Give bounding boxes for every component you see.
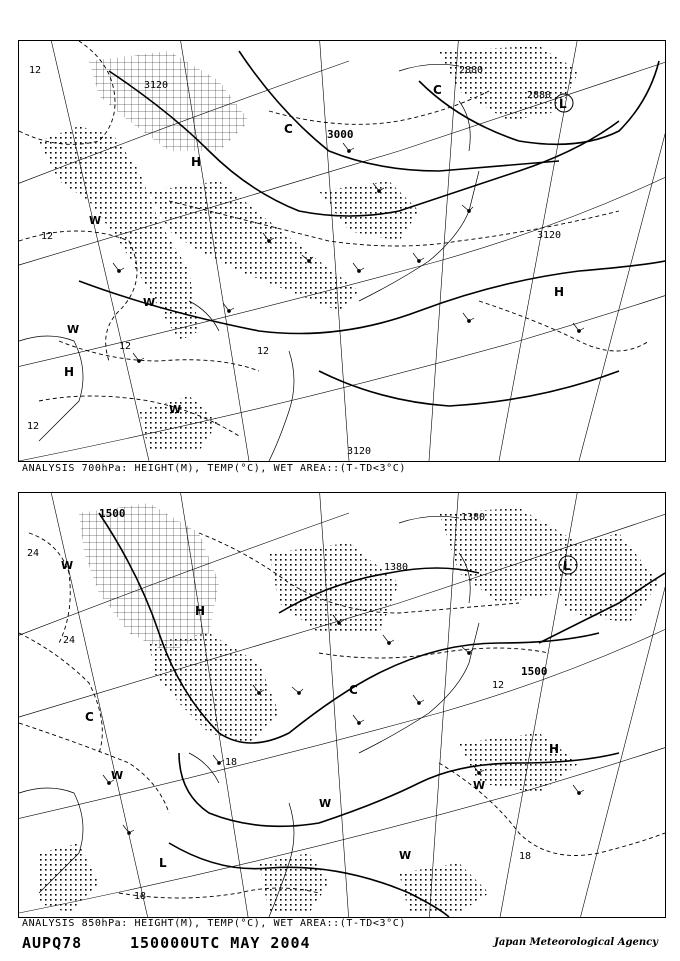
cold-center-label: C: [284, 122, 293, 136]
low-center-label: L: [563, 559, 571, 573]
low-center-label: L: [559, 97, 567, 111]
temp-label: 12: [41, 231, 54, 242]
warm-center-label: W: [319, 797, 332, 810]
warm-center-label: W: [67, 323, 80, 336]
temp-label: 12: [257, 346, 270, 357]
warm-center-label: W: [89, 214, 102, 227]
temp-label: 12: [29, 65, 42, 76]
warm-center-label: W: [473, 779, 486, 792]
height-label: 2880: [527, 90, 552, 101]
high-center-label: H: [195, 604, 206, 618]
low-center-label: L: [159, 856, 167, 870]
warm-center-label: W: [111, 769, 124, 782]
cold-center-label: C: [85, 710, 94, 724]
warm-center-label: W: [61, 559, 74, 572]
chart-id: AUPQ78: [22, 934, 83, 952]
height-label: 3120: [347, 446, 372, 457]
high-center-label: H: [549, 742, 560, 756]
map-panel-700hpa: [18, 40, 666, 462]
height-label: 1500: [521, 665, 548, 678]
valid-time: 150000UTC MAY 2004: [130, 934, 311, 952]
agency-credit: Japan Meteorological Agency: [494, 937, 658, 948]
map-panel-850hpa: [18, 492, 666, 918]
map-700hpa: [19, 41, 665, 461]
high-center-label: H: [191, 155, 202, 169]
panel-caption-700hpa: ANALYSIS 700hPa: HEIGHT(M), TEMP(°C), WET AREA::(T-TD<3°C): [22, 463, 406, 474]
high-center-label: H: [64, 365, 75, 379]
temp-label: 18: [225, 757, 238, 768]
warm-center-label: W: [169, 403, 182, 416]
height-label: 3120: [144, 80, 169, 91]
cold-center-label: C: [349, 683, 358, 697]
temp-label: 24: [63, 635, 76, 646]
wet-area-shading: [39, 46, 579, 451]
temp-label: 18: [134, 891, 147, 902]
high-center-label: H: [554, 285, 565, 299]
temp-label: 24: [27, 548, 40, 559]
temp-label: 18: [519, 851, 532, 862]
height-label: 3120: [537, 230, 562, 241]
panel-caption-850hpa: ANALYSIS 850hPa: HEIGHT(M), TEMP(°C), WET AREA::(T-TD<3°C): [22, 918, 406, 929]
height-label: 1380: [384, 562, 409, 573]
height-label: 1500: [99, 507, 126, 520]
temp-label: 12: [27, 421, 40, 432]
temp-label: 12: [492, 680, 505, 691]
map-850hpa: [19, 493, 665, 917]
temp-label: 12: [119, 341, 132, 352]
height-label: 2880: [459, 65, 484, 76]
height-label: 3000: [327, 128, 354, 141]
height-label: 1380: [461, 512, 486, 523]
cold-center-label: C: [433, 83, 442, 97]
warm-center-label: W: [399, 849, 412, 862]
warm-center-label: W: [143, 296, 156, 309]
